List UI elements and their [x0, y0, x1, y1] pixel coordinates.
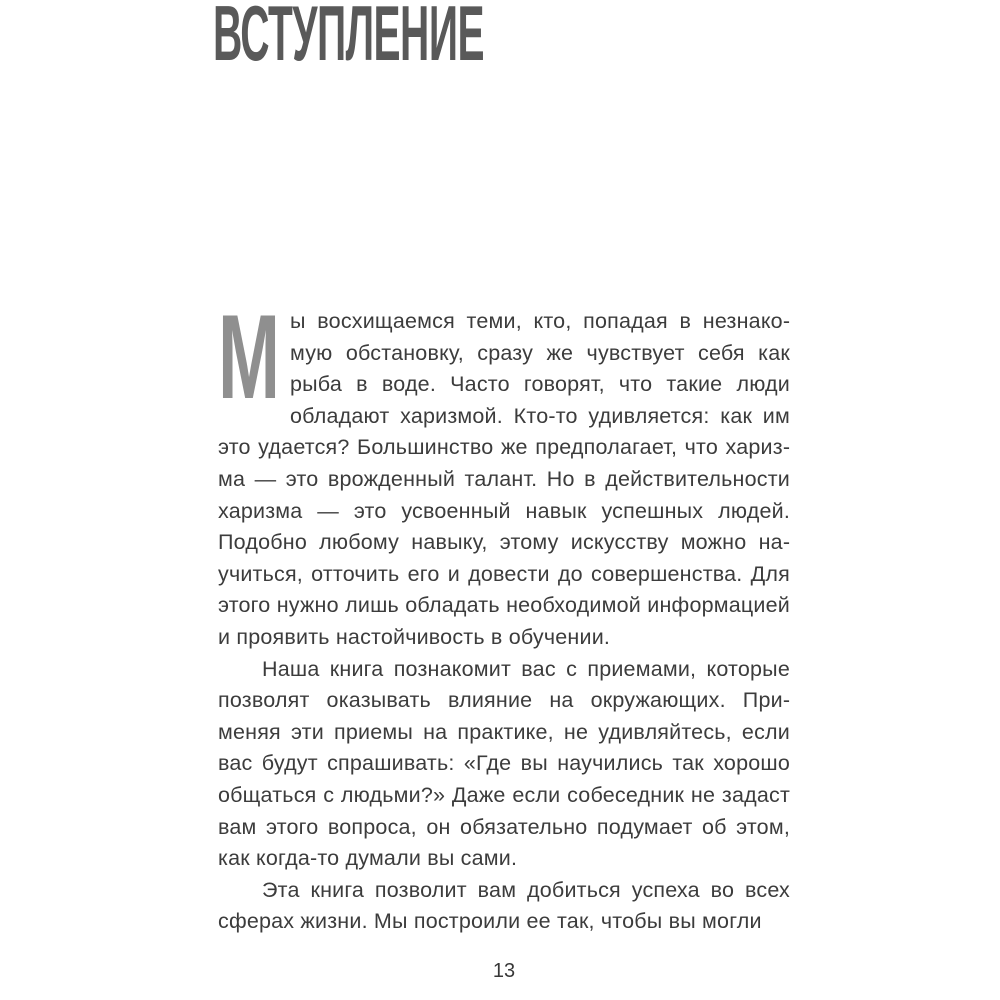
body-text-column	[218, 290, 790, 938]
paragraph-third: Эта книга позволит вам добиться успеха во всех сферах жизни. Мы построили ее так, чтобы вы могли	[218, 877, 790, 934]
page-number: 13	[492, 960, 516, 982]
drop-cap	[218, 290, 281, 424]
paragraph-second: Наша книга познакомит вас с приемами, которые позволят оказывать влияние на окружающих. Применяя эти приемы на практике, не удивляйтесь, если вас будут спрашивать: «Где вы научились так хорошо общаться с людьми?» Даже если собеседник не задаст вам этого вопроса, он обязательно подумает об этом, как когда-то думали вы сами.	[218, 656, 790, 871]
paragraph-first	[218, 290, 790, 654]
chapter-heading: ВСТУПЛЕНИЕ	[213, 0, 485, 77]
paragraph-text: ы восхищаемся теми, кто, попадая в незнакомую обстановку, сразу же чувствует себя как рыба в воде. Часто говорят, что такие люди обладают харизмой. Кто-то удивляется: как им это удается? Большинство же предполагает, что харизма — это врожденный талант. Но в действительности харизма — это усвоенный навык успешных людей. Подобно любому навыку, этому искусству можно научиться, отточить его и довести до совершенства. Для этого нужно лишь обладать необходимой информацией и проявить настойчивость в обучении.	[218, 309, 790, 649]
drop-cap-letter: М	[218, 290, 281, 424]
